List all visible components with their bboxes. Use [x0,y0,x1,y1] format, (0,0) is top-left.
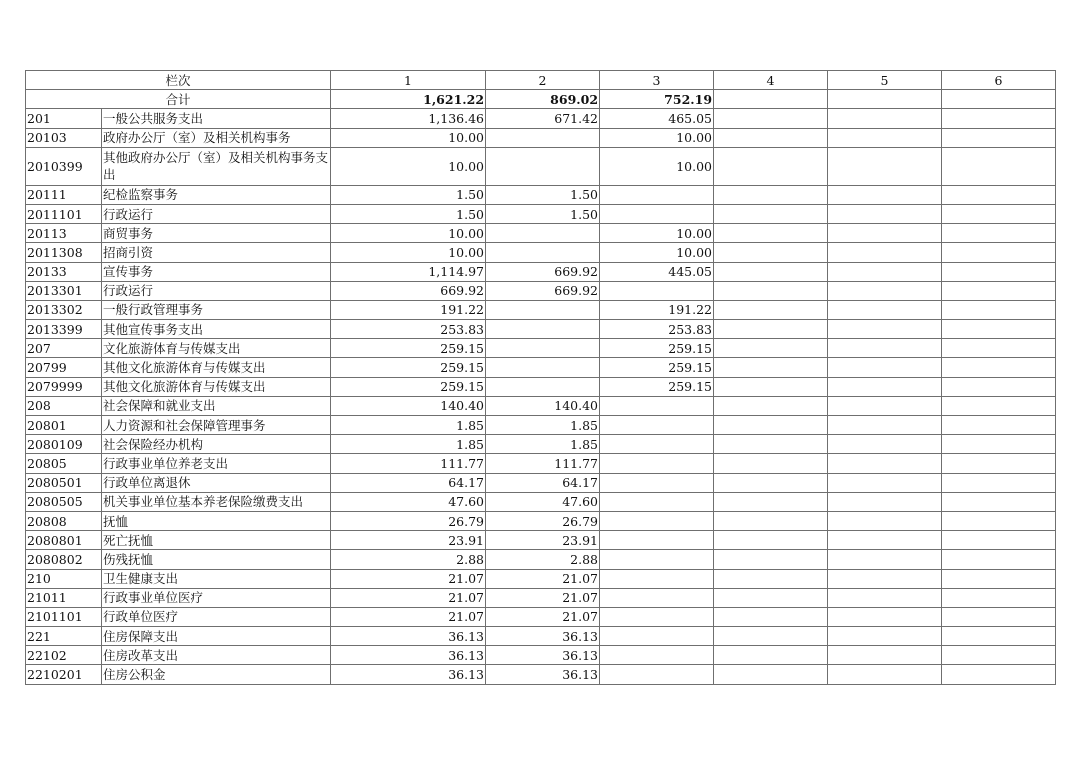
amount-cell [714,224,828,243]
amount-cell [714,531,828,550]
total-label: 合计 [26,90,331,109]
amount-cell: 36.13 [331,665,486,684]
amount-cell [942,377,1056,396]
subject-code: 20805 [26,454,102,473]
subject-name: 抚恤 [102,511,331,530]
amount-cell [714,492,828,511]
subject-code: 2013301 [26,281,102,300]
amount-cell [600,550,714,569]
amount-cell [486,377,600,396]
amount-cell [486,358,600,377]
amount-cell: 191.22 [331,300,486,319]
amount-cell: 259.15 [331,377,486,396]
amount-cell [714,435,828,454]
amount-cell [714,511,828,530]
amount-cell [942,281,1056,300]
amount-cell: 253.83 [600,320,714,339]
amount-cell [714,588,828,607]
table-row [26,396,1056,415]
subject-name: 行政单位医疗 [102,607,331,626]
total-row [26,90,1056,109]
subject-name: 其他文化旅游体育与传媒支出 [102,377,331,396]
total-value: 869.02 [486,90,600,109]
amount-cell [942,588,1056,607]
subject-code: 21011 [26,588,102,607]
amount-cell [486,339,600,358]
amount-cell: 1,136.46 [331,109,486,128]
column-number: 2 [486,71,600,90]
amount-cell [828,377,942,396]
amount-cell [942,147,1056,185]
budget-table [25,70,1056,685]
amount-cell: 21.07 [331,588,486,607]
amount-cell [942,607,1056,626]
amount-cell [828,320,942,339]
table-row [26,243,1056,262]
amount-cell: 21.07 [331,569,486,588]
amount-cell [600,492,714,511]
amount-cell: 191.22 [600,300,714,319]
table-row [26,531,1056,550]
subject-name: 卫生健康支出 [102,569,331,588]
amount-cell: 1.50 [486,204,600,223]
amount-cell [942,320,1056,339]
amount-cell [828,224,942,243]
amount-cell [600,396,714,415]
table-row [26,646,1056,665]
amount-cell: 47.60 [486,492,600,511]
table-row [26,454,1056,473]
header-row [26,71,1056,90]
amount-cell [942,473,1056,492]
amount-cell: 1.85 [486,435,600,454]
amount-cell: 1.50 [486,185,600,204]
amount-cell [600,435,714,454]
amount-cell [942,511,1056,530]
amount-cell: 259.15 [600,339,714,358]
amount-cell [600,607,714,626]
table-row [26,147,1056,185]
amount-cell [714,627,828,646]
subject-code: 2013302 [26,300,102,319]
subject-name: 社会保险经办机构 [102,435,331,454]
amount-cell [600,416,714,435]
amount-cell [942,396,1056,415]
amount-cell [828,531,942,550]
amount-cell: 1.85 [486,416,600,435]
amount-cell [600,454,714,473]
subject-code: 20808 [26,511,102,530]
amount-cell [828,204,942,223]
amount-cell [942,224,1056,243]
amount-cell [600,665,714,684]
subject-name: 伤残抚恤 [102,550,331,569]
column-number: 5 [828,71,942,90]
subject-name: 行政运行 [102,281,331,300]
subject-code: 2011101 [26,204,102,223]
subject-name: 其他政府办公厅（室）及相关机构事务支出 [102,147,331,185]
amount-cell [600,281,714,300]
amount-cell [714,243,828,262]
amount-cell: 21.07 [486,607,600,626]
amount-cell [828,358,942,377]
amount-cell: 669.92 [331,281,486,300]
amount-cell [828,511,942,530]
amount-cell [828,569,942,588]
amount-cell [486,243,600,262]
amount-cell [942,243,1056,262]
amount-cell [828,646,942,665]
amount-cell: 259.15 [331,358,486,377]
amount-cell: 36.13 [486,627,600,646]
amount-cell [942,128,1056,147]
column-number: 6 [942,71,1056,90]
subject-code: 2080801 [26,531,102,550]
amount-cell [942,358,1056,377]
amount-cell: 671.42 [486,109,600,128]
amount-cell: 10.00 [600,243,714,262]
amount-cell [828,550,942,569]
subject-code: 2080505 [26,492,102,511]
subject-code: 208 [26,396,102,415]
subject-code: 20801 [26,416,102,435]
amount-cell: 21.07 [486,569,600,588]
subject-name: 政府办公厅（室）及相关机构事务 [102,128,331,147]
amount-cell [942,627,1056,646]
table-row [26,377,1056,396]
subject-code: 20133 [26,262,102,281]
amount-cell: 445.05 [600,262,714,281]
table-row [26,588,1056,607]
subject-name: 机关事业单位基本养老保险缴费支出 [102,492,331,511]
subject-name: 住房改革支出 [102,646,331,665]
amount-cell: 10.00 [600,128,714,147]
amount-cell [600,473,714,492]
amount-cell [942,492,1056,511]
amount-cell: 26.79 [486,511,600,530]
subject-name: 行政事业单位养老支出 [102,454,331,473]
amount-cell [828,473,942,492]
amount-cell: 10.00 [600,147,714,185]
total-value: 752.19 [600,90,714,109]
amount-cell [828,300,942,319]
subject-code: 20113 [26,224,102,243]
amount-cell [828,416,942,435]
amount-cell [942,550,1056,569]
table-row [26,300,1056,319]
table-row [26,473,1056,492]
amount-cell: 669.92 [486,281,600,300]
subject-name: 行政单位离退休 [102,473,331,492]
subject-name: 文化旅游体育与传媒支出 [102,339,331,358]
amount-cell [486,224,600,243]
amount-cell [486,128,600,147]
table-row [26,627,1056,646]
table-row [26,358,1056,377]
amount-cell [714,281,828,300]
total-value [828,90,942,109]
column-index-label: 栏次 [26,71,331,90]
amount-cell: 64.17 [331,473,486,492]
amount-cell: 23.91 [486,531,600,550]
subject-name: 纪检监察事务 [102,185,331,204]
amount-cell: 26.79 [331,511,486,530]
table-row [26,204,1056,223]
amount-cell [828,262,942,281]
amount-cell [714,339,828,358]
amount-cell: 111.77 [331,454,486,473]
amount-cell: 47.60 [331,492,486,511]
amount-cell [828,109,942,128]
amount-cell [942,416,1056,435]
amount-cell [714,396,828,415]
amount-cell [600,646,714,665]
table-row [26,492,1056,511]
table-row [26,281,1056,300]
amount-cell [714,185,828,204]
amount-cell [828,588,942,607]
amount-cell [714,454,828,473]
amount-cell [600,627,714,646]
amount-cell: 259.15 [600,358,714,377]
amount-cell [942,454,1056,473]
amount-cell: 21.07 [331,607,486,626]
amount-cell [714,377,828,396]
amount-cell [714,204,828,223]
table-row [26,435,1056,454]
amount-cell [714,416,828,435]
amount-cell [714,607,828,626]
amount-cell [828,396,942,415]
subject-name: 住房公积金 [102,665,331,684]
table-row [26,511,1056,530]
subject-code: 2080109 [26,435,102,454]
amount-cell [714,262,828,281]
subject-code: 2210201 [26,665,102,684]
amount-cell: 259.15 [331,339,486,358]
amount-cell [714,358,828,377]
amount-cell: 36.13 [331,646,486,665]
amount-cell [942,339,1056,358]
table-row [26,339,1056,358]
amount-cell [600,588,714,607]
subject-name: 人力资源和社会保障管理事务 [102,416,331,435]
amount-cell [942,109,1056,128]
amount-cell: 36.13 [331,627,486,646]
amount-cell [828,281,942,300]
amount-cell [942,665,1056,684]
amount-cell [828,665,942,684]
amount-cell [828,607,942,626]
table-row [26,109,1056,128]
amount-cell [600,185,714,204]
amount-cell: 10.00 [331,224,486,243]
subject-code: 2010399 [26,147,102,185]
subject-name: 一般行政管理事务 [102,300,331,319]
amount-cell [828,339,942,358]
table-body [26,71,1056,685]
subject-code: 2013399 [26,320,102,339]
amount-cell [600,511,714,530]
subject-name: 宣传事务 [102,262,331,281]
table-row [26,185,1056,204]
amount-cell: 2.88 [331,550,486,569]
amount-cell [828,435,942,454]
amount-cell [828,492,942,511]
amount-cell: 465.05 [600,109,714,128]
column-number: 3 [600,71,714,90]
table-row [26,128,1056,147]
amount-cell [942,435,1056,454]
subject-code: 2011308 [26,243,102,262]
column-number: 1 [331,71,486,90]
amount-cell [714,569,828,588]
subject-name: 社会保障和就业支出 [102,396,331,415]
amount-cell: 259.15 [600,377,714,396]
amount-cell: 36.13 [486,665,600,684]
table-row [26,262,1056,281]
amount-cell: 253.83 [331,320,486,339]
subject-name: 住房保障支出 [102,627,331,646]
amount-cell [714,147,828,185]
amount-cell: 1,114.97 [331,262,486,281]
total-value [714,90,828,109]
amount-cell [828,243,942,262]
subject-code: 22102 [26,646,102,665]
amount-cell: 2.88 [486,550,600,569]
amount-cell [714,109,828,128]
amount-cell [486,320,600,339]
subject-code: 20111 [26,185,102,204]
amount-cell: 10.00 [331,243,486,262]
amount-cell [486,147,600,185]
amount-cell: 140.40 [331,396,486,415]
table-row [26,224,1056,243]
amount-cell [942,531,1056,550]
amount-cell: 21.07 [486,588,600,607]
subject-code: 221 [26,627,102,646]
amount-cell: 1.50 [331,204,486,223]
subject-code: 2079999 [26,377,102,396]
amount-cell [600,569,714,588]
subject-name: 其他文化旅游体育与传媒支出 [102,358,331,377]
amount-cell: 10.00 [331,147,486,185]
amount-cell [828,185,942,204]
amount-cell [600,531,714,550]
total-value: 1,621.22 [331,90,486,109]
subject-code: 201 [26,109,102,128]
table-row [26,416,1056,435]
subject-code: 2101101 [26,607,102,626]
amount-cell [714,473,828,492]
table-row [26,569,1056,588]
subject-code: 210 [26,569,102,588]
amount-cell [942,262,1056,281]
amount-cell: 140.40 [486,396,600,415]
table-row [26,550,1056,569]
subject-name: 一般公共服务支出 [102,109,331,128]
subject-code: 207 [26,339,102,358]
amount-cell: 10.00 [331,128,486,147]
amount-cell: 23.91 [331,531,486,550]
subject-code: 20103 [26,128,102,147]
amount-cell: 10.00 [600,224,714,243]
amount-cell: 1.85 [331,416,486,435]
amount-cell [714,128,828,147]
amount-cell [828,454,942,473]
table-row [26,320,1056,339]
subject-name: 行政运行 [102,204,331,223]
subject-code: 2080501 [26,473,102,492]
amount-cell [828,147,942,185]
amount-cell [714,320,828,339]
amount-cell [828,128,942,147]
subject-code: 2080802 [26,550,102,569]
amount-cell [714,550,828,569]
amount-cell: 36.13 [486,646,600,665]
amount-cell: 669.92 [486,262,600,281]
subject-code: 20799 [26,358,102,377]
amount-cell [942,646,1056,665]
subject-name: 行政事业单位医疗 [102,588,331,607]
amount-cell: 111.77 [486,454,600,473]
subject-name: 商贸事务 [102,224,331,243]
amount-cell: 64.17 [486,473,600,492]
subject-name: 死亡抚恤 [102,531,331,550]
amount-cell [942,569,1056,588]
amount-cell [942,204,1056,223]
amount-cell: 1.50 [331,185,486,204]
subject-name: 其他宣传事务支出 [102,320,331,339]
table-row [26,665,1056,684]
total-value [942,90,1056,109]
amount-cell [600,204,714,223]
column-number: 4 [714,71,828,90]
amount-cell [942,300,1056,319]
amount-cell [486,300,600,319]
amount-cell [714,300,828,319]
amount-cell: 1.85 [331,435,486,454]
amount-cell [942,185,1056,204]
amount-cell [714,665,828,684]
table-row [26,607,1056,626]
amount-cell [828,627,942,646]
subject-name: 招商引资 [102,243,331,262]
amount-cell [714,646,828,665]
